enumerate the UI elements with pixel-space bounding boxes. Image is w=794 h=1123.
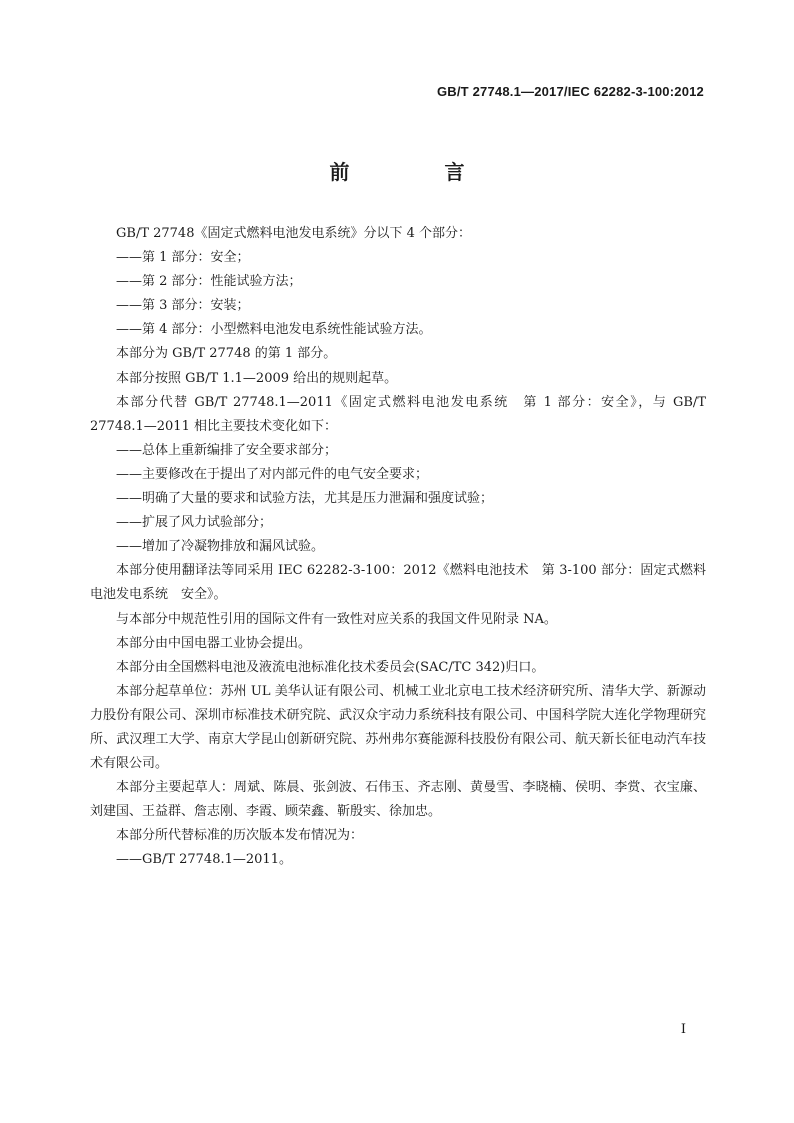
list-item: ——扩展了风力试验部分； xyxy=(116,515,273,531)
standard-code-header: GB/T 27748.1—2017/IEC 62282-3-100:2012 xyxy=(436,84,704,99)
paragraph: 本部分主要起草人：周斌、陈晨、张剑波、石伟玉、齐志刚、黄曼雪、李晓楠、侯明、李赏、衣宝廉、刘建国、王益群、詹志刚、李霞、顾荣鑫、靳殷实、徐加忠。 xyxy=(90,780,706,820)
paragraph: 本部分所代替标准的历次版本发布情况为： xyxy=(116,828,364,844)
list-item: ——主要修改在于提出了对内部元件的电气安全要求； xyxy=(116,466,429,482)
page-title: 前 言 xyxy=(329,160,509,184)
list-item: ——第 4 部分：小型燃料电池发电系统性能试验方法。 xyxy=(116,322,432,338)
list-item: ——明确了大量的要求和试验方法，尤其是压力泄漏和强度试验； xyxy=(116,491,494,507)
paragraph: 本部分按照 GB/T 1.1—2009 给出的规则起草。 xyxy=(116,370,398,386)
paragraph: 本部分代替 GB/T 27748.1—2011《固定式燃料电池发电系统 第 1 部分：安全》，与 GB/T 27748.1—2011 相比主要技术变化如下： xyxy=(90,394,706,434)
paragraph: GB/T 27748《固定式燃料电池发电系统》分以下 4 个部分： xyxy=(116,226,472,241)
foreword-body xyxy=(90,222,706,873)
list-item: ——第 1 部分：安全； xyxy=(116,250,250,266)
list-item: ——第 2 部分：性能试验方法； xyxy=(116,274,302,290)
paragraph: 本部分使用翻译法等同采用 IEC 62282-3-100：2012《燃料电池技术 第 3-100 部分：固定式燃料电池发电系统 安全》。 xyxy=(90,563,706,603)
paragraph: 本部分由全国燃料电池及液流电池标准化技术委员会(SAC/TC 342)归口。 xyxy=(116,659,545,675)
list-item: ——增加了冷凝物排放和漏风试验。 xyxy=(116,539,325,555)
paragraph: 本部分由中国电器工业协会提出。 xyxy=(116,635,312,651)
paragraph: 与本部分中规范性引用的国际文件有一致性对应关系的我国文件见附录 NA。 xyxy=(116,611,557,627)
page-number: I xyxy=(680,1022,686,1037)
list-item: ——总体上重新编排了安全要求部分； xyxy=(116,442,338,458)
paragraph: 本部分为 GB/T 27748 的第 1 部分。 xyxy=(116,346,337,362)
list-item: ——GB/T 27748.1—2011。 xyxy=(116,852,292,868)
list-item: ——第 3 部分：安装； xyxy=(116,298,250,314)
paragraph: 本部分起草单位：苏州 UL 美华认证有限公司、机械工业北京电工技术经济研究所、清华大学、新源动力股份有限公司、深圳市标准技术研究院、武汉众宇动力系统科技有限公司、中国科学院大连化学物理研究所、武汉理工大学、南京大学昆山创新研究院、苏州弗尔赛能源科技股份有限公司、航天新长征电动汽车技术有限公司。 xyxy=(90,683,706,772)
